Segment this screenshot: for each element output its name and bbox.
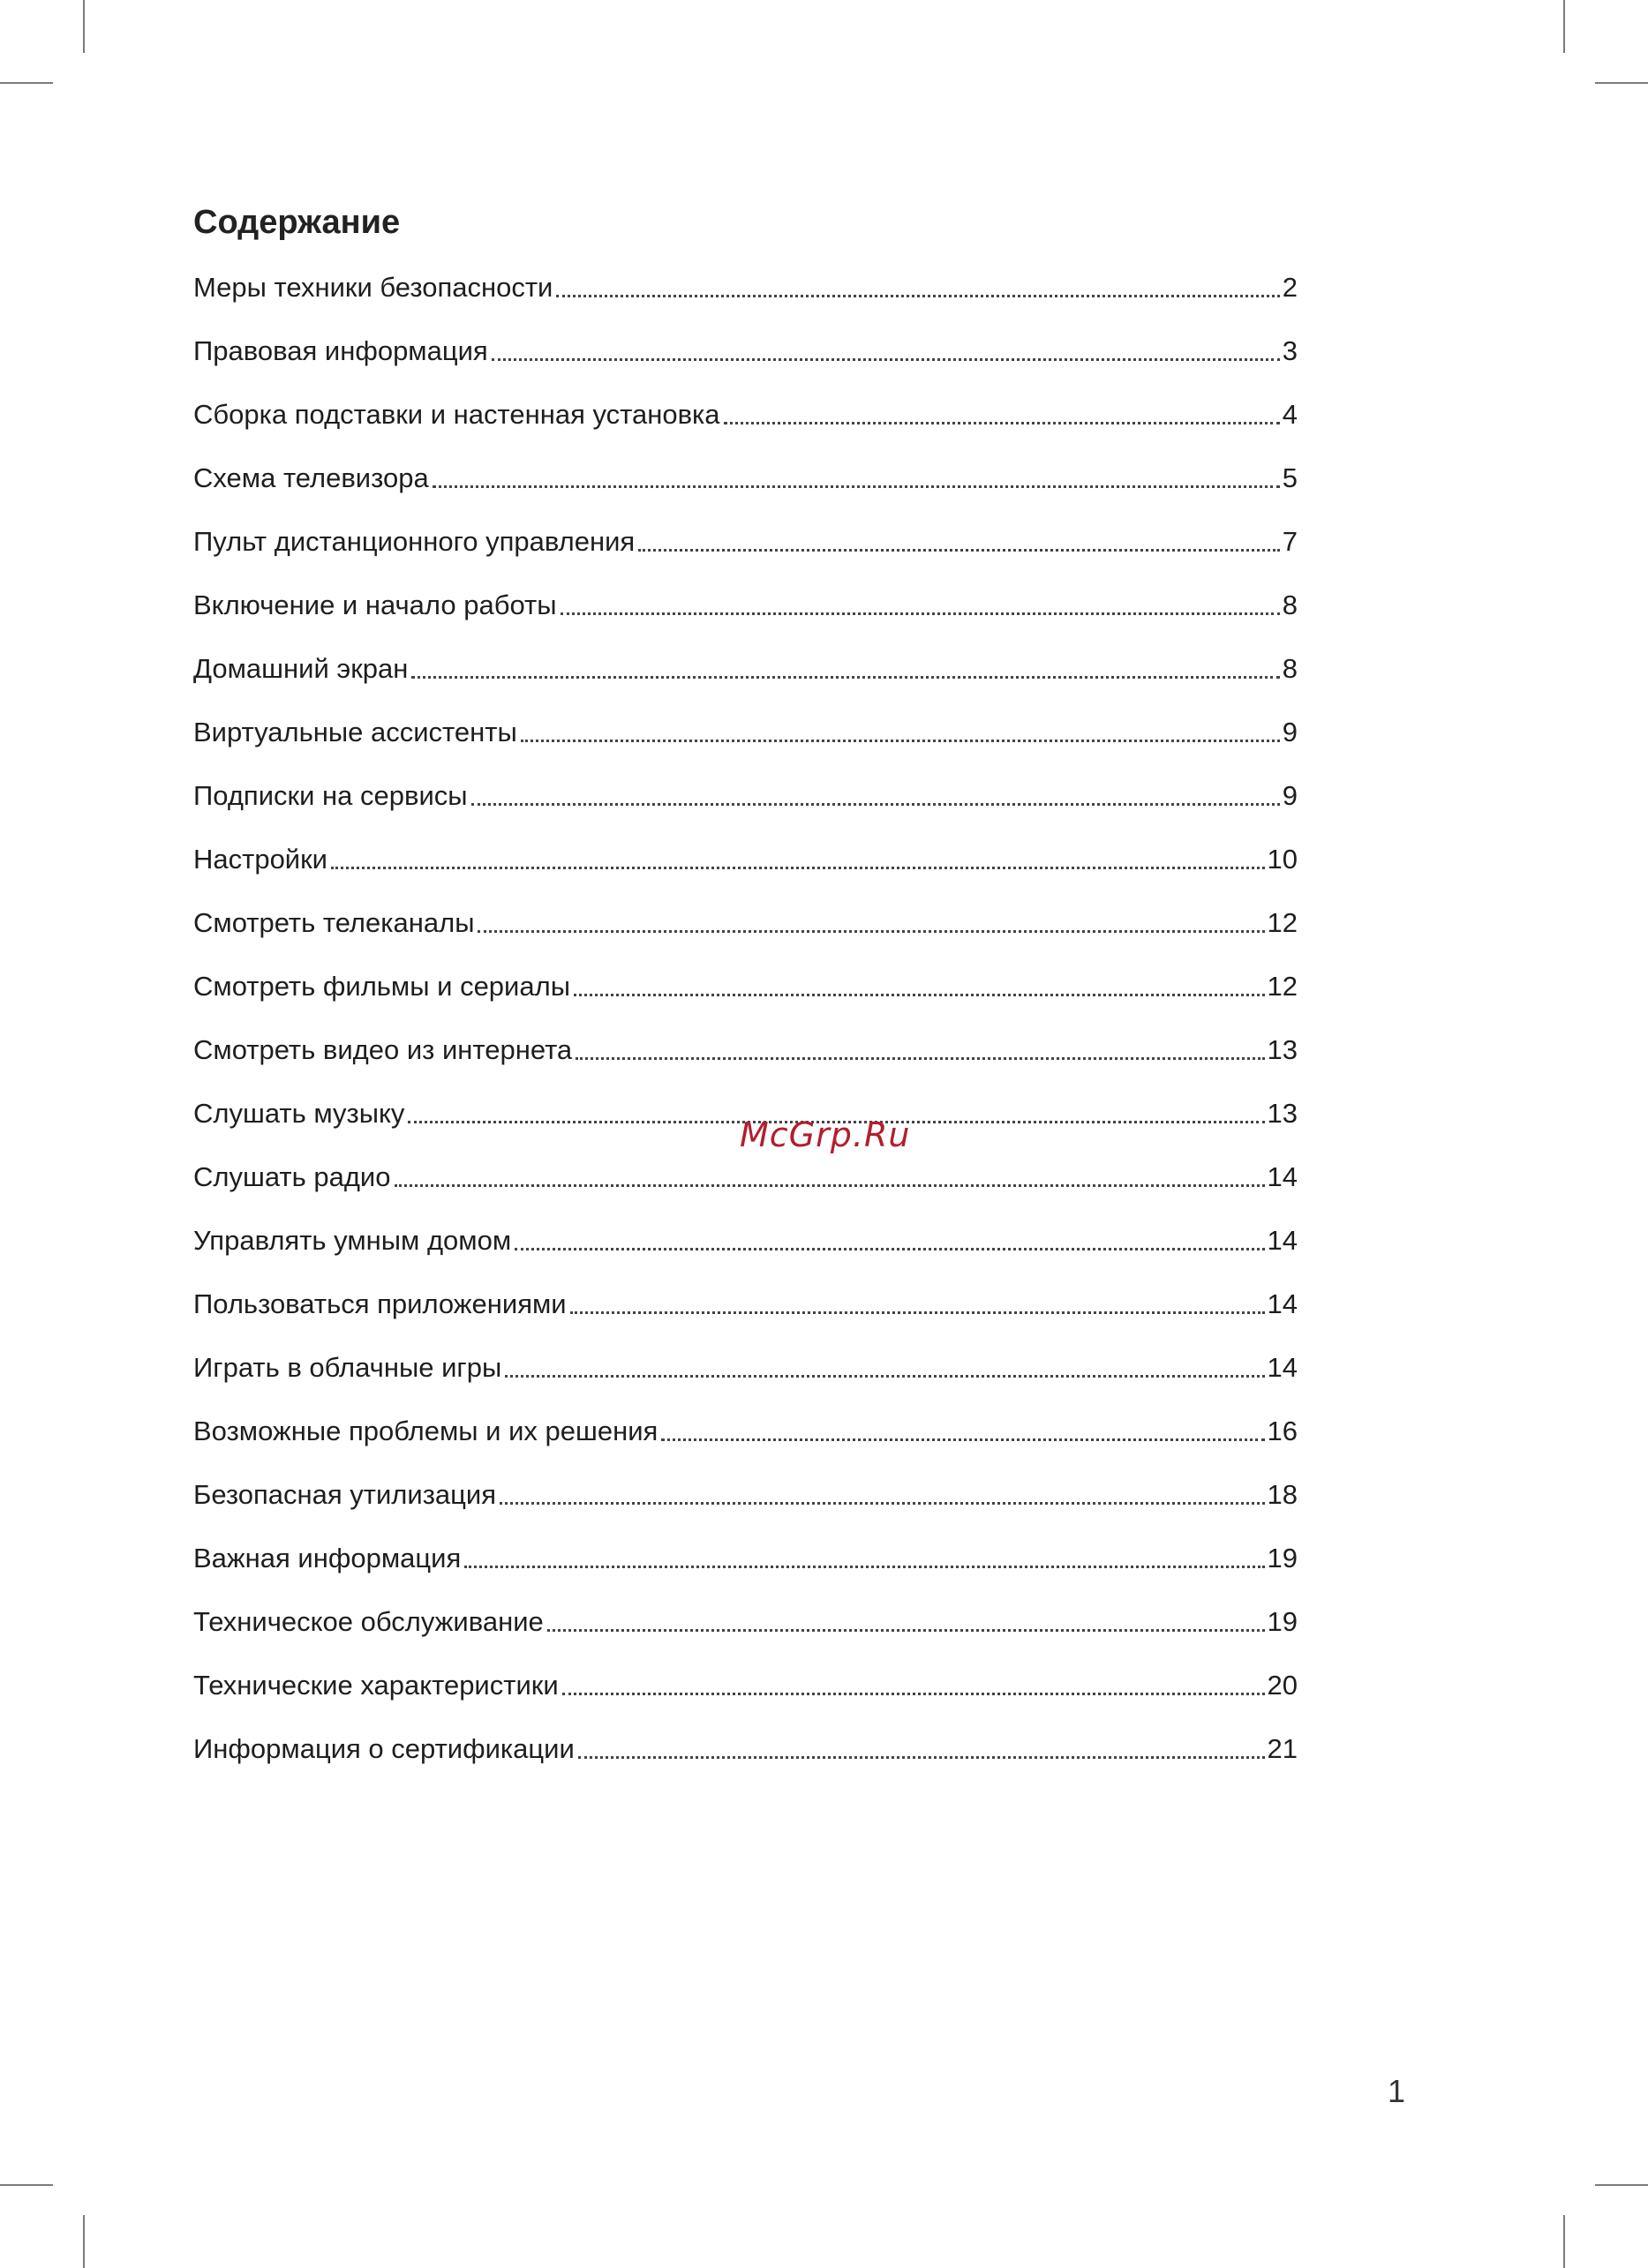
- toc-entry-label: Технические характеристики: [193, 1670, 559, 1701]
- toc-entry-row: [193, 1666, 1298, 1705]
- toc-dot-leader: [724, 422, 1280, 424]
- toc-dot-leader: [471, 803, 1280, 806]
- toc-dot-leader: [464, 1566, 1264, 1568]
- toc-entry-label: Домашний экран: [193, 653, 409, 684]
- toc-dot-leader: [547, 1629, 1265, 1632]
- toc-dot-leader: [395, 1184, 1265, 1187]
- toc-entry-page: 16: [1267, 1416, 1298, 1446]
- toc-entry[interactable]: [193, 1730, 1298, 1793]
- toc-dot-leader: [492, 358, 1280, 361]
- toc-entry[interactable]: [193, 967, 1298, 1031]
- toc-entry-page: 2: [1282, 272, 1298, 303]
- toc-entry-row: [193, 840, 1298, 879]
- toc-entry-label: Важная информация: [193, 1543, 462, 1573]
- toc-entry-page: 14: [1267, 1288, 1298, 1319]
- toc-entry-label: Играть в облачные игры: [193, 1352, 502, 1383]
- crop-mark-bottom-left-vertical: [83, 2215, 85, 2268]
- toc-entry-label: Меры техники безопасности: [193, 272, 553, 303]
- toc-entry-label: Настройки: [193, 844, 328, 875]
- toc-entry[interactable]: [193, 1348, 1298, 1412]
- toc-entry[interactable]: [193, 713, 1298, 777]
- toc-entry-row: [193, 713, 1298, 752]
- toc-entry[interactable]: [193, 1158, 1298, 1221]
- toc-entry[interactable]: [193, 395, 1298, 459]
- toc-entry-label: Правовая информация: [193, 335, 488, 366]
- toc-entry-row: [193, 1031, 1298, 1070]
- toc-dot-leader: [638, 549, 1280, 552]
- watermark: McGrp.Ru: [740, 1115, 911, 1154]
- toc-entry-label: Смотреть видео из интернета: [193, 1034, 573, 1065]
- toc-entry-page: 8: [1282, 590, 1298, 620]
- toc-entry[interactable]: [193, 1031, 1298, 1094]
- crop-mark-top-left-vertical: [83, 0, 85, 53]
- toc-entry-row: [193, 1603, 1298, 1641]
- toc-entry-page: 9: [1282, 780, 1298, 811]
- toc-dot-leader: [521, 740, 1280, 742]
- crop-mark-bottom-right-vertical: [1563, 2215, 1565, 2268]
- toc-entry-row: [193, 1412, 1298, 1451]
- toc-dot-leader: [574, 994, 1265, 996]
- toc-entry[interactable]: [193, 840, 1298, 904]
- toc-entry-row: [193, 1348, 1298, 1387]
- toc-entry-page: 13: [1267, 1098, 1298, 1129]
- toc-entry-row: [193, 1476, 1298, 1514]
- toc-entry[interactable]: [193, 1412, 1298, 1476]
- toc-entry-page: 21: [1267, 1733, 1298, 1764]
- toc-dot-leader: [411, 676, 1279, 679]
- toc-entry-label: Виртуальные ассистенты: [193, 717, 517, 747]
- toc-entry-row: [193, 1285, 1298, 1324]
- crop-mark-top-left-horizontal: [0, 82, 53, 84]
- toc-entry-label: Схема телевизора: [193, 462, 429, 493]
- toc-entry-page: 19: [1267, 1606, 1298, 1637]
- toc-entry[interactable]: [193, 522, 1298, 586]
- toc-entry-label: Смотреть телеканалы: [193, 907, 475, 938]
- toc-entry-label: Управлять умным домом: [193, 1225, 512, 1256]
- toc-entry-page: 10: [1267, 844, 1298, 875]
- toc-entry-page: 20: [1267, 1670, 1298, 1701]
- crop-mark-bottom-left-horizontal: [0, 2184, 53, 2186]
- toc-entry[interactable]: [193, 586, 1298, 650]
- toc-entry-page: 8: [1282, 653, 1298, 684]
- toc-dot-leader: [661, 1438, 1264, 1441]
- toc-entry[interactable]: [193, 1539, 1298, 1603]
- toc-entry-page: 13: [1267, 1034, 1298, 1065]
- toc-entry-page: 14: [1267, 1161, 1298, 1192]
- crop-mark-bottom-right-horizontal: [1595, 2184, 1648, 2186]
- toc-entry-row: [193, 1730, 1298, 1769]
- toc-entry-row: [193, 332, 1298, 371]
- toc-entry[interactable]: [193, 650, 1298, 713]
- toc-entry-row: [193, 459, 1298, 498]
- table-of-contents: [193, 268, 1298, 1793]
- toc-entry-label: Безопасная утилизация: [193, 1479, 497, 1510]
- toc-entry-label: Включение и начало работы: [193, 590, 557, 620]
- toc-entry-row: [193, 967, 1298, 1006]
- toc-dot-leader: [331, 867, 1265, 869]
- toc-entry-label: Слушать радио: [193, 1161, 391, 1192]
- toc-entry-label: Подписки на сервисы: [193, 780, 468, 811]
- toc-entry-label: Слушать музыку: [193, 1098, 405, 1129]
- toc-entry-page: 3: [1282, 335, 1298, 366]
- toc-entry[interactable]: [193, 1285, 1298, 1348]
- toc-entry[interactable]: [193, 459, 1298, 522]
- toc-entry-page: 19: [1267, 1543, 1298, 1573]
- page-number: 1: [1388, 2073, 1406, 2109]
- toc-entry-label: Смотреть фильмы и сериалы: [193, 971, 570, 1002]
- toc-entry-page: 12: [1267, 907, 1298, 938]
- toc-dot-leader: [505, 1375, 1264, 1378]
- toc-entry-page: 4: [1282, 399, 1298, 430]
- toc-dot-leader: [576, 1057, 1264, 1060]
- toc-entry-row: [193, 1221, 1298, 1260]
- toc-entry-row: [193, 777, 1298, 815]
- toc-entry[interactable]: [193, 1221, 1298, 1285]
- toc-entry-label: Техническое обслуживание: [193, 1606, 544, 1637]
- toc-entry[interactable]: [193, 332, 1298, 395]
- toc-dot-leader: [515, 1248, 1264, 1250]
- toc-dot-leader: [556, 295, 1279, 297]
- toc-entry-row: [193, 1539, 1298, 1578]
- toc-entry[interactable]: [193, 1666, 1298, 1730]
- toc-dot-leader: [562, 1693, 1265, 1695]
- toc-entry-label: Возможные проблемы и их решения: [193, 1416, 658, 1446]
- toc-entry[interactable]: [193, 1476, 1298, 1539]
- toc-entry-row: [193, 268, 1298, 307]
- toc-entry-row: [193, 904, 1298, 942]
- toc-entry-page: 9: [1282, 717, 1298, 747]
- toc-entry-page: 12: [1267, 971, 1298, 1002]
- toc-entry-row: [193, 395, 1298, 434]
- toc-entry-label: Пульт дистанционного управления: [193, 526, 636, 557]
- toc-dot-leader: [500, 1502, 1264, 1505]
- toc-entry-label: Сборка подставки и настенная установка: [193, 399, 720, 430]
- toc-dot-leader: [478, 930, 1264, 933]
- toc-dot-leader: [561, 612, 1280, 615]
- toc-entry-row: [193, 586, 1298, 625]
- toc-entry-page: 18: [1267, 1479, 1298, 1510]
- page-title: Содержание: [193, 204, 401, 241]
- toc-dot-leader: [578, 1756, 1265, 1759]
- toc-dot-leader: [433, 485, 1280, 488]
- toc-entry-page: 5: [1282, 462, 1298, 493]
- toc-entry-row: [193, 522, 1298, 561]
- toc-entry[interactable]: [193, 268, 1298, 332]
- toc-entry[interactable]: [193, 904, 1298, 967]
- toc-entry-page: 14: [1267, 1225, 1298, 1256]
- toc-entry-label: Информация о сертификации: [193, 1733, 575, 1764]
- crop-mark-top-right-vertical: [1563, 0, 1565, 53]
- toc-dot-leader: [570, 1311, 1265, 1314]
- toc-entry-row: [193, 650, 1298, 688]
- crop-mark-top-right-horizontal: [1595, 82, 1648, 84]
- toc-entry-page: 7: [1282, 526, 1298, 557]
- toc-entry-row: [193, 1158, 1298, 1197]
- toc-entry-page: 14: [1267, 1352, 1298, 1383]
- toc-entry[interactable]: [193, 777, 1298, 840]
- toc-entry-label: Пользоваться приложениями: [193, 1288, 567, 1319]
- toc-entry[interactable]: [193, 1603, 1298, 1666]
